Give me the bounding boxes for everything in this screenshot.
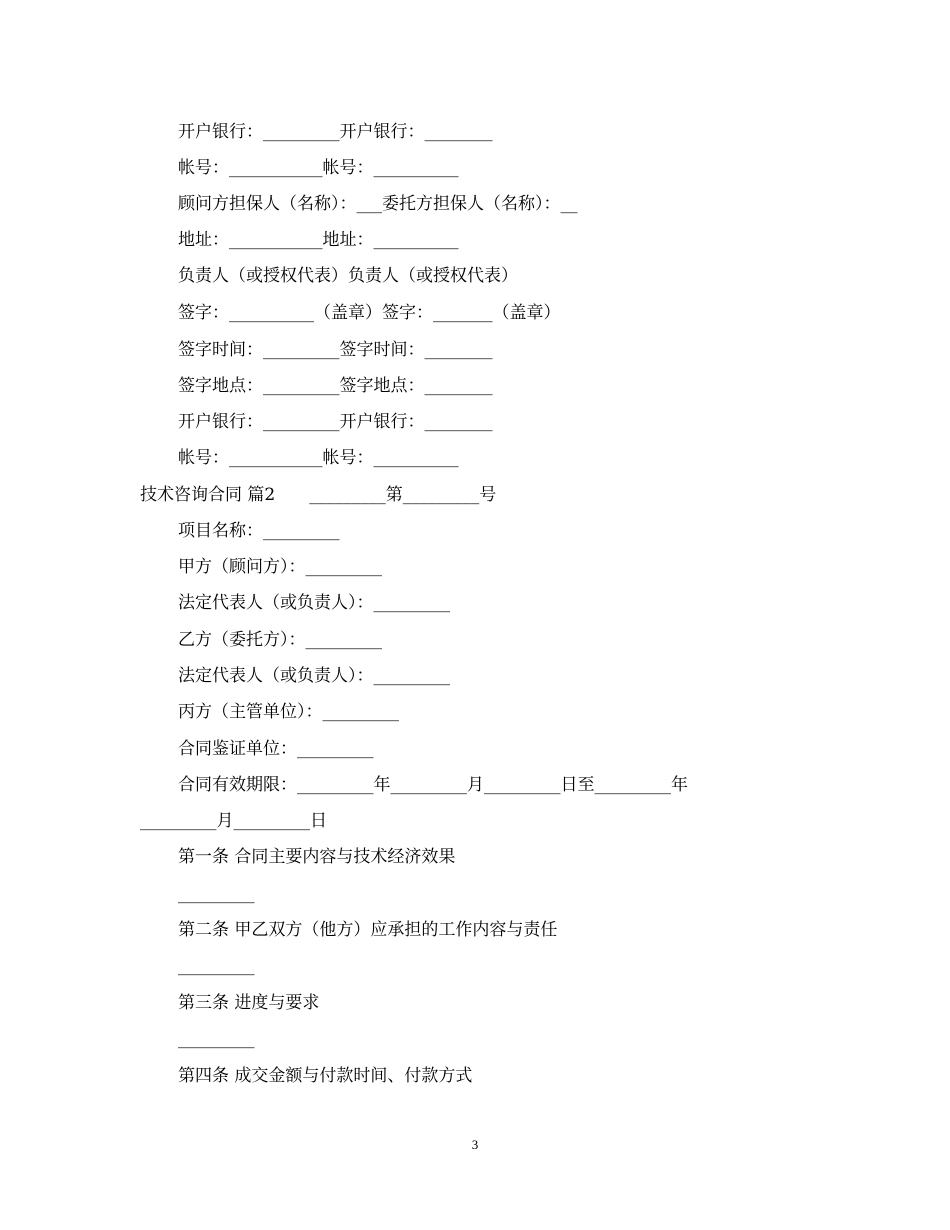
account-number-line-1: 帐号：___________帐号：__________ <box>178 158 459 178</box>
signing-place-line: 签字地点：_________签字地点：________ <box>178 376 493 396</box>
article-2-heading: 第二条 甲乙双方（他方）应承担的工作内容与责任 <box>178 920 558 940</box>
account-bank-line-2: 开户银行：_________开户银行：________ <box>178 412 493 432</box>
validity-period-continuation: _________月_________日 <box>140 811 327 831</box>
project-name-line: 项目名称：_________ <box>178 521 340 541</box>
article-3-blank: _________ <box>178 1029 255 1049</box>
article-3-heading: 第三条 进度与要求 <box>178 993 320 1013</box>
page-number: 3 <box>471 1137 479 1152</box>
account-bank-line-1: 开户银行：_________开户银行：________ <box>178 122 493 142</box>
party-c-line: 丙方（主管单位）：_________ <box>178 702 399 722</box>
signing-time-line: 签字时间：_________签字时间：________ <box>178 340 493 360</box>
signature-line: 签字：__________（盖章）签字：_______（盖章） <box>178 303 561 323</box>
party-a-legal-rep-line: 法定代表人（或负责人）：_________ <box>178 593 450 613</box>
article-1-heading: 第一条 合同主要内容与技术经济效果 <box>178 847 456 867</box>
validity-period-line: 合同有效期限：_________年_________月_________日至_________年 <box>178 775 688 795</box>
address-line: 地址：___________地址：__________ <box>178 230 459 250</box>
account-number-line-2: 帐号：___________帐号：__________ <box>178 448 459 468</box>
guarantor-line: 顾问方担保人（名称）：___委托方担保人（名称）：__ <box>178 194 578 214</box>
article-2-blank: _________ <box>178 956 255 976</box>
article-4-heading: 第四条 成交金额与付款时间、付款方式 <box>178 1066 473 1086</box>
article-1-blank: _________ <box>178 884 255 904</box>
party-a-line: 甲方（顾问方）：_________ <box>178 557 382 577</box>
certification-unit-line: 合同鉴证单位：_________ <box>178 739 374 759</box>
contract-heading-line: 技术咨询合同 篇2 _________第_________号 <box>140 485 497 505</box>
party-b-legal-rep-line: 法定代表人（或负责人）：_________ <box>178 666 450 686</box>
party-b-line: 乙方（委托方）：_________ <box>178 630 382 650</box>
representative-line: 负责人（或授权代表）负责人（或授权代表） <box>178 266 518 286</box>
